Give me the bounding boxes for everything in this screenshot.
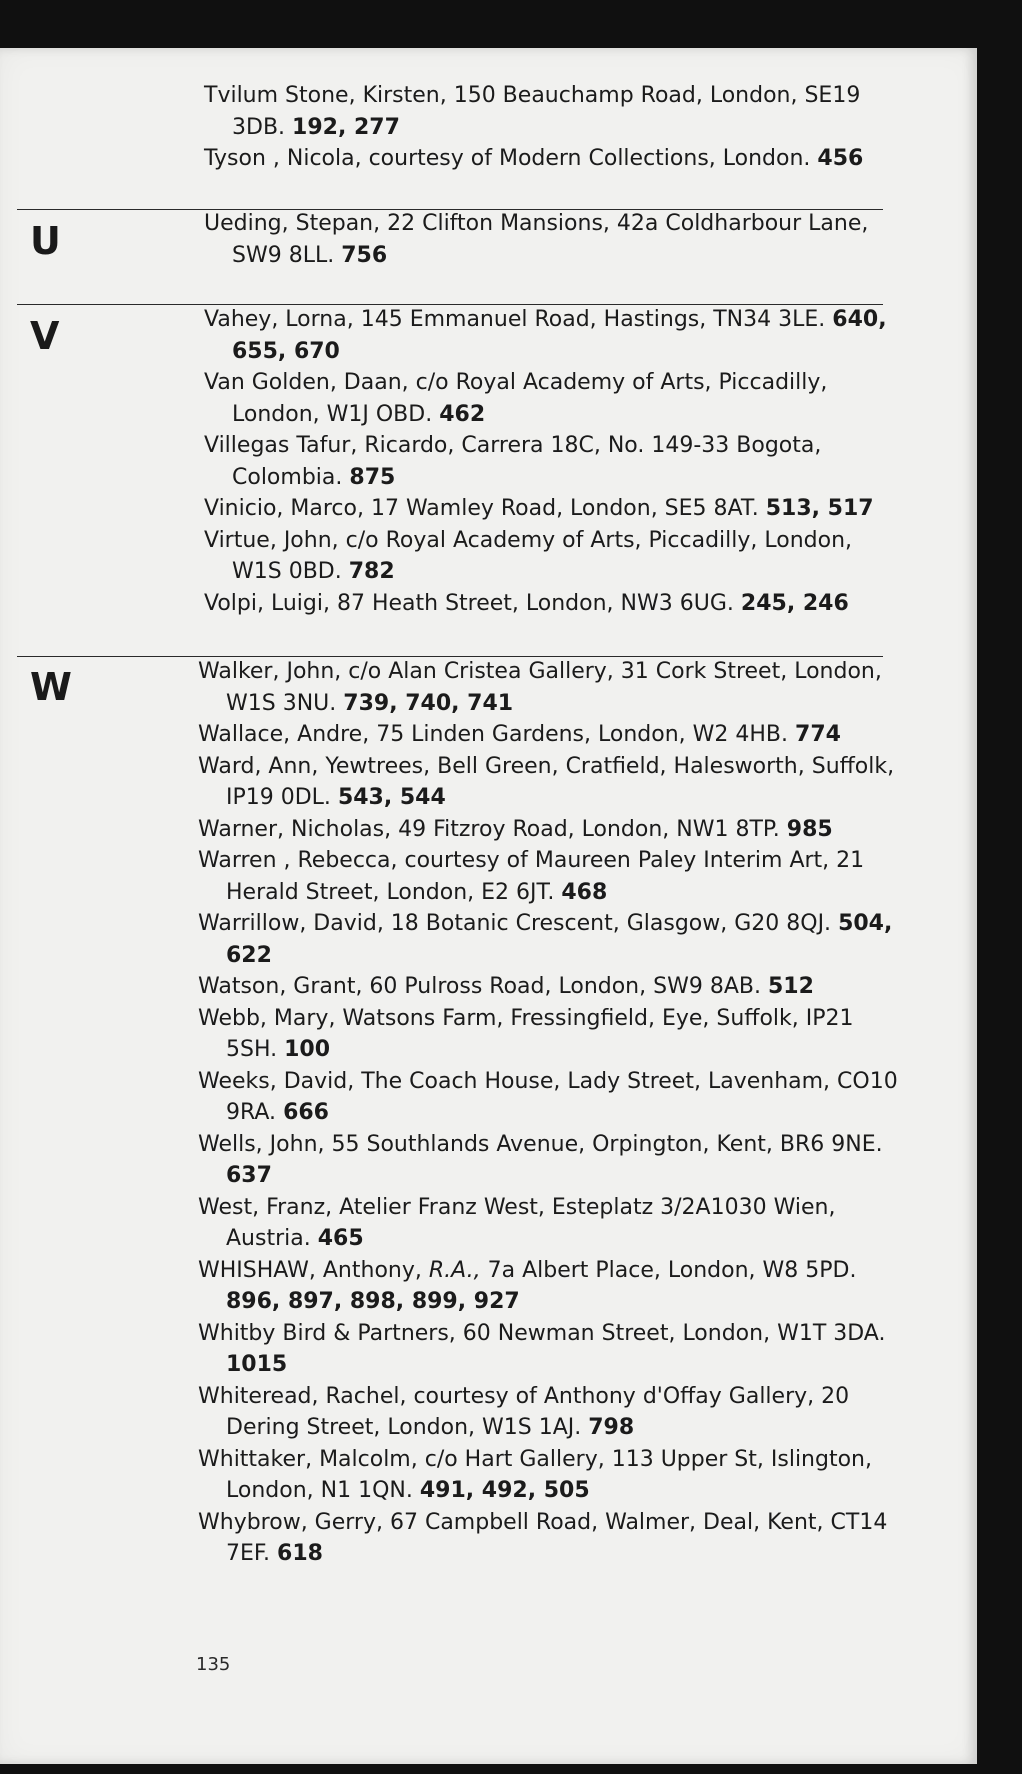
index-entry <box>198 1129 898 1192</box>
index-entry <box>198 1381 898 1444</box>
entry-page-numbers: 491, 492, 505 <box>419 1478 590 1503</box>
entry-page-numbers: 896, 897, 898, 899, 927 <box>226 1289 520 1314</box>
entry-text: Watson, Grant, 60 Pulross Road, London, SW9 8AB. <box>198 974 761 999</box>
entries-v <box>204 304 904 619</box>
entry-text: Walker, John, c/o Alan Cristea Gallery, 31 Cork Street, London, W1S 3NU. <box>198 659 882 716</box>
entry-text: Vahey, Lorna, 145 Emmanuel Road, Hastings, TN34 3LE. <box>204 307 826 332</box>
entry-honorific: R.A., <box>428 1257 481 1283</box>
page-number: 135 <box>196 1654 231 1675</box>
index-entry <box>198 719 898 751</box>
index-entry <box>204 208 904 271</box>
entry-text: West, Franz, Atelier Franz West, Esteplatz 3/2A1030 Wien, Austria. <box>198 1194 836 1251</box>
entry-text: Wells, John, 55 Southlands Avenue, Orpington, Kent, BR6 9NE. <box>198 1131 883 1157</box>
entry-text: Wallace, Andre, 75 Linden Gardens, London, W2 4HB. <box>198 722 789 747</box>
section-letter-w: W <box>30 665 72 709</box>
index-entry <box>204 304 904 367</box>
entry-page-numbers: 456 <box>817 146 864 171</box>
entry-text: Warren , Rebecca, courtesy of Maureen Paley Interim Art, 21 Herald Street, London, E2 6JT. <box>198 848 865 905</box>
entry-text: Tvilum Stone, Kirsten, 150 Beauchamp Road, London, SE19 3DB. <box>204 83 861 140</box>
index-entry <box>198 1444 898 1507</box>
entry-page-numbers: 245, 246 <box>740 590 849 616</box>
index-entry <box>204 525 904 588</box>
index-page <box>0 48 977 1764</box>
entry-text: Van Golden, Daan, c/o Royal Academy of Arts, Piccadilly, London, W1J OBD. <box>204 370 828 427</box>
entry-text: WHISHAW, Anthony, <box>198 1257 422 1283</box>
index-entry <box>204 588 904 620</box>
entry-text: Volpi, Luigi, 87 Heath Street, London, NW3 6UG. <box>204 590 734 616</box>
entry-address: 7a Albert Place, London, W8 5PD. <box>487 1257 857 1283</box>
index-entry <box>198 1255 898 1318</box>
index-entry <box>198 1003 898 1066</box>
entry-text: Warrillow, David, 18 Botanic Crescent, Glasgow, G20 8QJ. <box>198 911 832 936</box>
index-entry <box>198 908 898 971</box>
entry-text: Whiteread, Rachel, courtesy of Anthony d'Offay Gallery, 20 Dering Street, London, W1S 1AJ. <box>198 1383 850 1440</box>
entry-page-numbers: 756 <box>341 242 388 268</box>
entry-page-numbers: 465 <box>317 1226 364 1251</box>
index-entry <box>204 367 904 430</box>
index-entry <box>198 845 898 908</box>
entry-page-numbers: 798 <box>588 1415 635 1440</box>
index-entry <box>198 1066 898 1129</box>
entry-page-numbers: 637 <box>226 1163 272 1188</box>
entries-w <box>198 656 898 1570</box>
entry-text: Vinicio, Marco, 17 Wamley Road, London, SE5 8AT. <box>204 496 759 521</box>
index-entry <box>204 430 904 493</box>
entry-page-numbers: 468 <box>561 879 608 905</box>
entry-page-numbers: 192, 277 <box>292 114 400 140</box>
entry-page-numbers: 782 <box>348 559 395 584</box>
index-entry <box>204 80 904 143</box>
entry-text: Ward, Ann, Yewtrees, Bell Green, Cratfield, Halesworth, Suffolk, IP19 0DL. <box>198 753 895 810</box>
entries-u <box>204 208 904 271</box>
entry-page-numbers: 513, 517 <box>765 496 874 521</box>
entry-page-numbers: 739, 740, 741 <box>343 690 514 716</box>
entry-text: Whybrow, Gerry, 67 Campbell Road, Walmer, Deal, Kent, CT14 7EF. <box>198 1509 888 1566</box>
index-entry <box>198 656 898 719</box>
entry-page-numbers: 504, 622 <box>226 911 893 968</box>
entry-text: Villegas Tafur, Ricardo, Carrera 18C, No. 149-33 Bogota, Colombia. <box>204 433 822 490</box>
index-entry <box>198 814 898 846</box>
index-entry <box>198 751 898 814</box>
entry-page-numbers: 462 <box>439 401 486 427</box>
index-entry <box>204 493 904 525</box>
entry-page-numbers: 774 <box>795 722 841 747</box>
entry-text: Weeks, David, The Coach House, Lady Street, Lavenham, CO10 9RA. <box>198 1068 898 1125</box>
entry-text: Warner, Nicholas, 49 Fitzroy Road, London, NW1 8TP. <box>198 816 780 842</box>
entry-page-numbers: 640, 655, 670 <box>232 307 887 364</box>
entry-text: Webb, Mary, Watsons Farm, Fressingfield, Eye, Suffolk, IP21 5SH. <box>198 1005 854 1062</box>
index-entry <box>198 1318 898 1381</box>
entry-page-numbers: 512 <box>767 974 814 999</box>
index-entry <box>198 971 898 1003</box>
entry-page-numbers: 543, 544 <box>337 785 446 810</box>
entry-text: Ueding, Stepan, 22 Clifton Mansions, 42a Coldharbour Lane, SW9 8LL. <box>204 211 869 268</box>
index-entry <box>198 1192 898 1255</box>
section-letter-v: V <box>30 314 60 358</box>
entry-page-numbers: 618 <box>277 1541 323 1566</box>
entry-text: Whitby Bird & Partners, 60 Newman Street, London, W1T 3DA. <box>198 1320 886 1346</box>
entry-page-numbers: 666 <box>283 1100 329 1125</box>
entry-page-numbers: 875 <box>349 464 396 490</box>
entry-text: Virtue, John, c/o Royal Academy of Arts, Piccadilly, London, W1S 0BD. <box>204 527 853 584</box>
entries-t <box>204 80 904 175</box>
entry-page-numbers: 100 <box>284 1037 331 1062</box>
entry-page-numbers: 1015 <box>226 1352 288 1377</box>
section-letter-u: U <box>30 219 61 263</box>
index-entry <box>198 1507 898 1570</box>
entry-text: Whittaker, Malcolm, c/o Hart Gallery, 113 Upper St, Islington, London, N1 1QN. <box>198 1446 872 1503</box>
entry-page-numbers: 985 <box>786 816 833 842</box>
entry-text: Tyson , Nicola, courtesy of Modern Collections, London. <box>204 146 811 171</box>
index-entry <box>204 143 904 175</box>
